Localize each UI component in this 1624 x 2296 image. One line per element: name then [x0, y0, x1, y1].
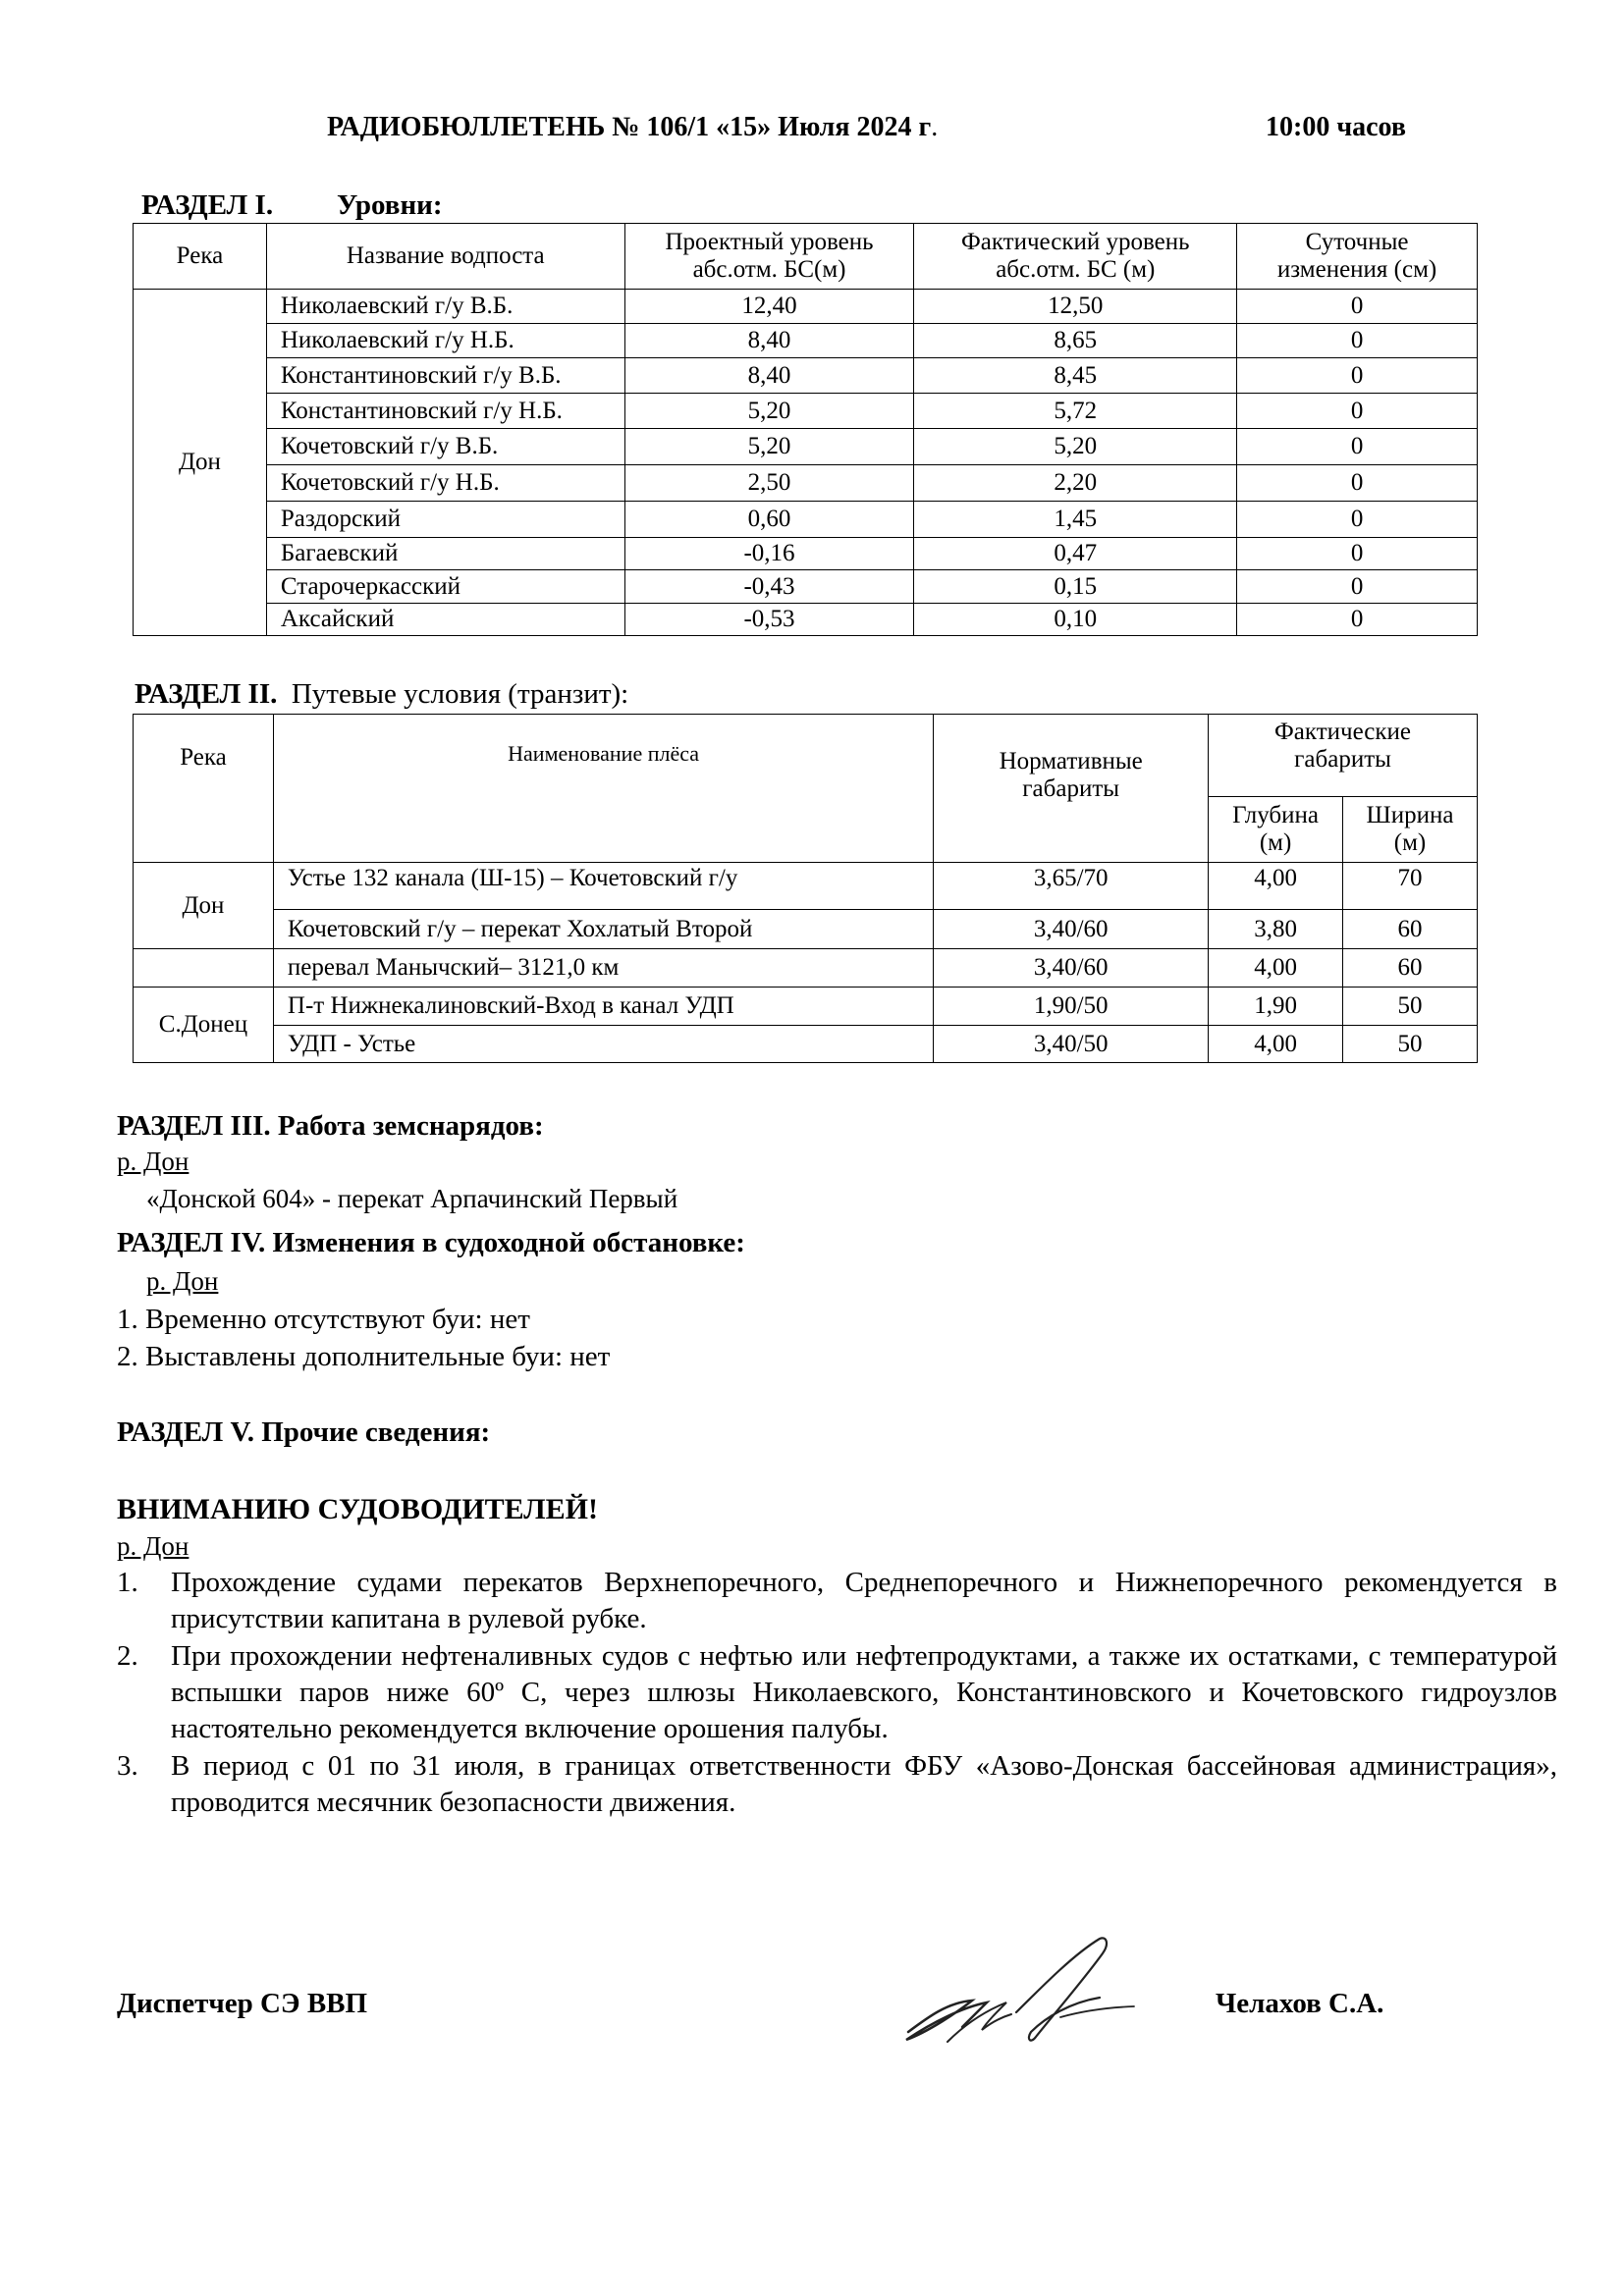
list-item: 3. В период с 01 по 31 июля, в границах ответственности ФБУ «Азово-Донская бассейновая администрация», проводится месячник безопасности движения.: [117, 1750, 1557, 1818]
dispatcher-position: Диспетчер СЭ ВВП: [117, 1988, 368, 2019]
transit-table: [133, 714, 1478, 1063]
design-cell: -0,43: [624, 570, 914, 604]
col-design: Проектный уровень абс.отм. БС(м): [624, 224, 914, 290]
section1-number: РАЗДЕЛ I.: [141, 189, 274, 221]
table-row: [134, 538, 1478, 570]
dispatcher-name: Челахов С.А.: [1216, 1988, 1384, 2019]
change-cell: 0: [1237, 538, 1478, 570]
design-cell: 5,20: [624, 429, 914, 465]
width-cell: 70: [1343, 863, 1478, 910]
table-row: [134, 570, 1478, 604]
attention-river: р. Дон: [117, 1531, 189, 1561]
col-river: Река: [134, 715, 274, 863]
levels-header-row: [134, 224, 1478, 290]
bulletin-title: РАДИОБЮЛЛЕТЕНЬ № 106/1 «15» Июля 2024 г.: [327, 112, 939, 142]
actual-cell: 0,15: [914, 570, 1237, 604]
river-cell: Дон: [134, 290, 267, 636]
post-cell: Константиновский г/у В.Б.: [266, 358, 624, 394]
table-row: [134, 863, 1478, 910]
table-row: [134, 949, 1478, 988]
post-cell: Кочетовский г/у Н.Б.: [266, 465, 624, 502]
table-row: [134, 394, 1478, 429]
river-cell: [134, 949, 274, 988]
section1-title: Уровни:: [337, 189, 443, 221]
table-row: [134, 604, 1478, 636]
col-reach: Наименование плёса: [273, 715, 933, 863]
change-cell: 0: [1237, 465, 1478, 502]
change-cell: 0: [1237, 604, 1478, 636]
post-cell: Аксайский: [266, 604, 624, 636]
norm-cell: 3,40/60: [934, 949, 1209, 988]
section3-river: р. Дон: [117, 1147, 189, 1176]
design-cell: 2,50: [624, 465, 914, 502]
table-row: [134, 988, 1478, 1026]
design-cell: 8,40: [624, 324, 914, 358]
actual-cell: 2,20: [914, 465, 1237, 502]
table-row: [134, 358, 1478, 394]
section4-river: р. Дон: [146, 1266, 219, 1296]
norm-cell: 3,40/50: [934, 1026, 1209, 1063]
width-cell: 50: [1343, 1026, 1478, 1063]
post-cell: Николаевский г/у Н.Б.: [266, 324, 624, 358]
design-cell: 0,60: [624, 502, 914, 538]
reach-cell: П-т Нижнекалиновский-Вход в канал УДП: [273, 988, 933, 1026]
norm-cell: 1,90/50: [934, 988, 1209, 1026]
post-cell: Раздорский: [266, 502, 624, 538]
section4-title: РАЗДЕЛ IV. Изменения в судоходной обстановке:: [117, 1227, 745, 1258]
table-row: [134, 324, 1478, 358]
change-cell: 0: [1237, 429, 1478, 465]
depth-cell: 4,00: [1209, 1026, 1343, 1063]
table-row: [134, 429, 1478, 465]
change-cell: 0: [1237, 502, 1478, 538]
reach-cell: перевал Манычский– 3121,0 км: [273, 949, 933, 988]
col-actual: Фактический уровень абс.отм. БС (м): [914, 224, 1237, 290]
depth-cell: 3,80: [1209, 910, 1343, 949]
col-depth: Глубина (м): [1209, 797, 1343, 863]
section4-item: 2. Выставлены дополнительные буи: нет: [117, 1341, 611, 1372]
depth-cell: 4,00: [1209, 863, 1343, 910]
section3-title: РАЗДЕЛ III. Работа земснарядов:: [117, 1110, 544, 1142]
norm-cell: 3,40/60: [934, 910, 1209, 949]
attention-title: ВНИМАНИЮ СУДОВОДИТЕЛЕЙ!: [117, 1493, 598, 1525]
transit-header-row: [134, 715, 1478, 797]
width-cell: 60: [1343, 949, 1478, 988]
change-cell: 0: [1237, 290, 1478, 324]
depth-cell: 4,00: [1209, 949, 1343, 988]
depth-cell: 1,90: [1209, 988, 1343, 1026]
list-item: 2. При прохождении нефтеналивных судов с нефтью или нефтепродуктами, а также их остатками, с температурой вспышки паров ниже 60º С, через шлюзы Николаевского, Константиновского и Кочетовского гидроузлов настоятельно рекомендуется включение орошения палубы.: [117, 1640, 1557, 1744]
levels-table: [133, 223, 1478, 636]
attention-list: [117, 1565, 1557, 1821]
table-row: [134, 910, 1478, 949]
change-cell: 0: [1237, 358, 1478, 394]
design-cell: 12,40: [624, 290, 914, 324]
design-cell: 5,20: [624, 394, 914, 429]
post-cell: Кочетовский г/у В.Б.: [266, 429, 624, 465]
col-width: Ширина (м): [1343, 797, 1478, 863]
actual-cell: 8,45: [914, 358, 1237, 394]
actual-cell: 8,65: [914, 324, 1237, 358]
col-post: Название водпоста: [266, 224, 624, 290]
col-norm: Нормативные габариты: [934, 715, 1209, 863]
change-cell: 0: [1237, 394, 1478, 429]
col-fact: Фактические габариты: [1209, 715, 1478, 797]
design-cell: -0,53: [624, 604, 914, 636]
col-river: Река: [134, 224, 267, 290]
actual-cell: 5,20: [914, 429, 1237, 465]
post-cell: Константиновский г/у Н.Б.: [266, 394, 624, 429]
table-row: [134, 502, 1478, 538]
reach-cell: Устье 132 канала (Ш-15) – Кочетовский г/у: [273, 863, 933, 910]
actual-cell: 0,47: [914, 538, 1237, 570]
post-cell: Николаевский г/у В.Б.: [266, 290, 624, 324]
list-item: 1. Прохождение судами перекатов Верхнепоречного, Среднепоречного и Нижнепоречного рекомендуется в присутствии капитана в рулевой рубке.: [117, 1567, 1557, 1634]
section3-item: «Донской 604» - перекат Арпачинский Первый: [146, 1184, 678, 1213]
actual-cell: 0,10: [914, 604, 1237, 636]
post-cell: Старочеркасский: [266, 570, 624, 604]
post-cell: Багаевский: [266, 538, 624, 570]
table-row: [134, 465, 1478, 502]
width-cell: 60: [1343, 910, 1478, 949]
section5-title: РАЗДЕЛ V. Прочие сведения:: [117, 1416, 491, 1448]
actual-cell: 12,50: [914, 290, 1237, 324]
width-cell: 50: [1343, 988, 1478, 1026]
signature-icon: [889, 1924, 1183, 2071]
design-cell: 8,40: [624, 358, 914, 394]
river-cell: С.Донец: [134, 988, 274, 1063]
change-cell: 0: [1237, 570, 1478, 604]
reach-cell: УДП - Устье: [273, 1026, 933, 1063]
river-cell: Дон: [134, 863, 274, 949]
actual-cell: 5,72: [914, 394, 1237, 429]
table-row: [134, 290, 1478, 324]
norm-cell: 3,65/70: [934, 863, 1209, 910]
reach-cell: Кочетовский г/у – перекат Хохлатый Второй: [273, 910, 933, 949]
section2-heading: РАЗДЕЛ II. Путевые условия (транзит):: [135, 678, 629, 710]
section4-item: 1. Временно отсутствуют буи: нет: [117, 1304, 530, 1335]
design-cell: -0,16: [624, 538, 914, 570]
actual-cell: 1,45: [914, 502, 1237, 538]
col-change: Суточные изменения (см): [1237, 224, 1478, 290]
table-row: [134, 1026, 1478, 1063]
bulletin-time: 10:00 часов: [1266, 112, 1406, 142]
change-cell: 0: [1237, 324, 1478, 358]
